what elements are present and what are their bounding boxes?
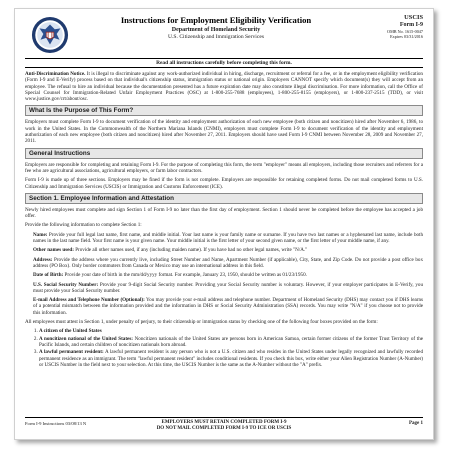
form-page: [14, 8, 434, 440]
status-label: A noncitizen national of the United States:: [39, 335, 133, 342]
form-title: Instructions for Employment Eligibility Verification: [120, 15, 312, 25]
field-other-names-text: Provide all other names used, if any (including maiden name). If you have had no other legal names, write "N/A.": [73, 247, 308, 254]
field-ssn-label: U.S. Social Security Number:: [33, 281, 99, 288]
section-heading-purpose: What Is the Purpose of This Form?: [25, 105, 423, 116]
general-paragraph-2: Form I-9 is made up of three sections. Employers may be fined if the form is not complete. Employers are responsible for retaining completed forms. Do not mail completed forms to U.S. Citizenship and Immigration Services (USCIS) or Immigration and Customs Enforcement (ICE).: [25, 177, 423, 190]
section1-provide: Provide the following information to complete Section 1:: [25, 222, 142, 229]
field-other-names-instructions: [25, 247, 423, 253]
status-label: A citizen of the United States: [39, 328, 102, 335]
general-paragraph-1: Employers are responsible for completing and retaining Form I-9. For the purpose of completing this form, the term "employer" means all employers, including those recruiters and referrers for a fee who are agricultural associations, agricultural employers, or farm labor contractors.: [25, 161, 423, 174]
field-address-instructions: [25, 257, 423, 270]
field-other-names-label: Other names used:: [33, 247, 74, 254]
omb-number: OMB No. 1615-0047: [387, 29, 423, 34]
field-address-text: Provide the address where you currently live, including Street Number and Name, Apartment Number (if applicable), City, State, and Zip Code. Do not provide a post office box address (PO Box). Only border commuters from Canada or Mexico may use an international address in this field.: [33, 256, 423, 269]
footer-notice-line-2: DO NOT MAIL COMPLETED FORM I-9 TO ICE OR USCIS: [156, 426, 292, 431]
agency-name: U.S. Citizenship and Immigration Services: [167, 34, 264, 40]
dhs-seal-icon: [31, 16, 69, 54]
field-dob-text: Provide your date of birth in the mm/dd/yyyy format. For example, January 23, 1950, should be written as 01/23/1950.: [63, 272, 307, 279]
footer-notice-line-1: EMPLOYERS MUST RETAIN COMPLETED FORM I-9: [161, 420, 287, 425]
header-titles: [79, 14, 353, 41]
department-name: Department of Homeland Security: [171, 27, 261, 33]
list-item: [39, 349, 423, 368]
footer-form-version: Form I-9 Instructions 03/08/13 N: [25, 421, 87, 426]
field-email-phone-text: You may provide your e-mail address and telephone number. Department of Homeland Security (DHS) may contact you if DHS learns of a potential mismatch between the information provided and the information in DHS or Social Security Administration (SSA) records. You may write "N/A" if you choose not to provide this information.: [33, 297, 423, 316]
attestation-paragraph: All employees must attest in Section 1, under penalty of perjury, to their citizenship or immigration status by checking one of the following four boxes provided on the form:: [25, 319, 378, 326]
section-heading-section1: Section 1. Employee Information and Attestation: [25, 193, 423, 204]
footer-retention-notice: [25, 420, 423, 432]
status-text: A lawful permanent resident is any person who is not a U.S. citizen and who resides in the United States under legally recognized and lawfully recorded permanent residence as an immigrant. The term "lawful permanent resident" includes conditional residents. If you check this box, write either your Alien Registration Number (A-Number) or USCIS Number in the field next to your selection. At this time, the USCIS Number is the same as the A-Number without the "A" prefix.: [39, 349, 423, 368]
field-ssn-text: Provide your 9-digit Social Security number. Providing your Social Security number is voluntary. However, if your employer participates in E-Verify, you must provide your Social Security number.: [33, 281, 423, 294]
list-item: [39, 336, 423, 349]
footer-page-number: Page 1: [408, 421, 423, 426]
purpose-paragraph: Employers must complete Form I-9 to document verification of the identity and employment authorization of each new employee (both citizen and noncitizen) hired after November 6, 1986, to work in the United States. In the Commonwealth of the Northern Mariana Islands (CNMI), employers must complete Form I-9 to document verification of the identity and employment authorization of each new employee (both citizen and noncitizen) hired after November 27, 2011. Employers should have used Form I-9 CNMI between November 28, 2009 and November 27, 2011.: [25, 119, 423, 145]
field-ssn-instructions: [25, 282, 423, 295]
anti-discrimination-label: Anti-Discrimination Notice.: [25, 71, 86, 77]
form-agency: USCIS: [404, 14, 423, 21]
status-label: A lawful permanent resident:: [39, 349, 104, 356]
status-list: [25, 328, 423, 368]
form-id-block: [357, 14, 423, 39]
field-name-text: Provide your full legal last name, first name, and middle initial. Your last name is your family name or surname. If you have two last names or a hyphenated last name, include both names in the last name field. Your first name is your given name. Your middle initial is the first letter of your second given name, or the first letter of your middle name, if any.: [33, 231, 423, 245]
field-address-label: Address:: [33, 256, 53, 263]
anti-discrimination-text: It is illegal to discriminate against any work-authorized individual in hiring, discharge, recruitment or referral for a fee, or in the employment eligibility verification (Form I-9 and E-Verify) process based on that individual's citizenship status, immigration status or national origin. Employers CANNOT specify which document(s) they will accept from an employee. The refusal to hire an individual because the documentation presented has a future expiration date may also constitute illegal discrimination. For more information, call the Office of Special Counsel for Immigration-Related Unfair Employment Practices (OSC) at 1-800-255-7688 (employees), 1-800-255-8155 (employers), or 1-800-237-2515 (TDD), or visit www.justice.gov/crt/about/osc.: [25, 71, 423, 103]
read-instructions-notice: Read all instructions carefully before completing this form.: [25, 58, 423, 68]
field-dob-label: Date of Birth:: [33, 272, 64, 279]
field-dob-instructions: [25, 272, 423, 278]
form-header: [25, 14, 423, 58]
field-name-instructions: [25, 232, 423, 245]
form-number: Form I-9: [399, 22, 423, 28]
anti-discrimination-notice: [25, 71, 423, 102]
field-email-phone-label: E-mail Address and Telephone Number (Optional):: [33, 297, 145, 304]
field-email-phone-instructions: [25, 297, 423, 316]
list-item: [39, 328, 423, 334]
field-name-label: Name:: [33, 231, 48, 238]
status-text: Noncitizen nationals of the United States are persons born in American Samoa, certain former citizens of the former Trust Territory of the Pacific Islands, and certain children of noncitizen nationals born abroad.: [39, 335, 423, 348]
section-heading-general: General Instructions: [25, 148, 423, 159]
expiration-date: Expires 03/31/2016: [390, 34, 423, 39]
section1-intro: Newly hired employees must complete and sign Section 1 of Form I-9 no later than the first day of employment. Section 1 should never be completed before the employee has accepted a job offer.: [25, 206, 423, 220]
page-footer: [25, 417, 423, 436]
